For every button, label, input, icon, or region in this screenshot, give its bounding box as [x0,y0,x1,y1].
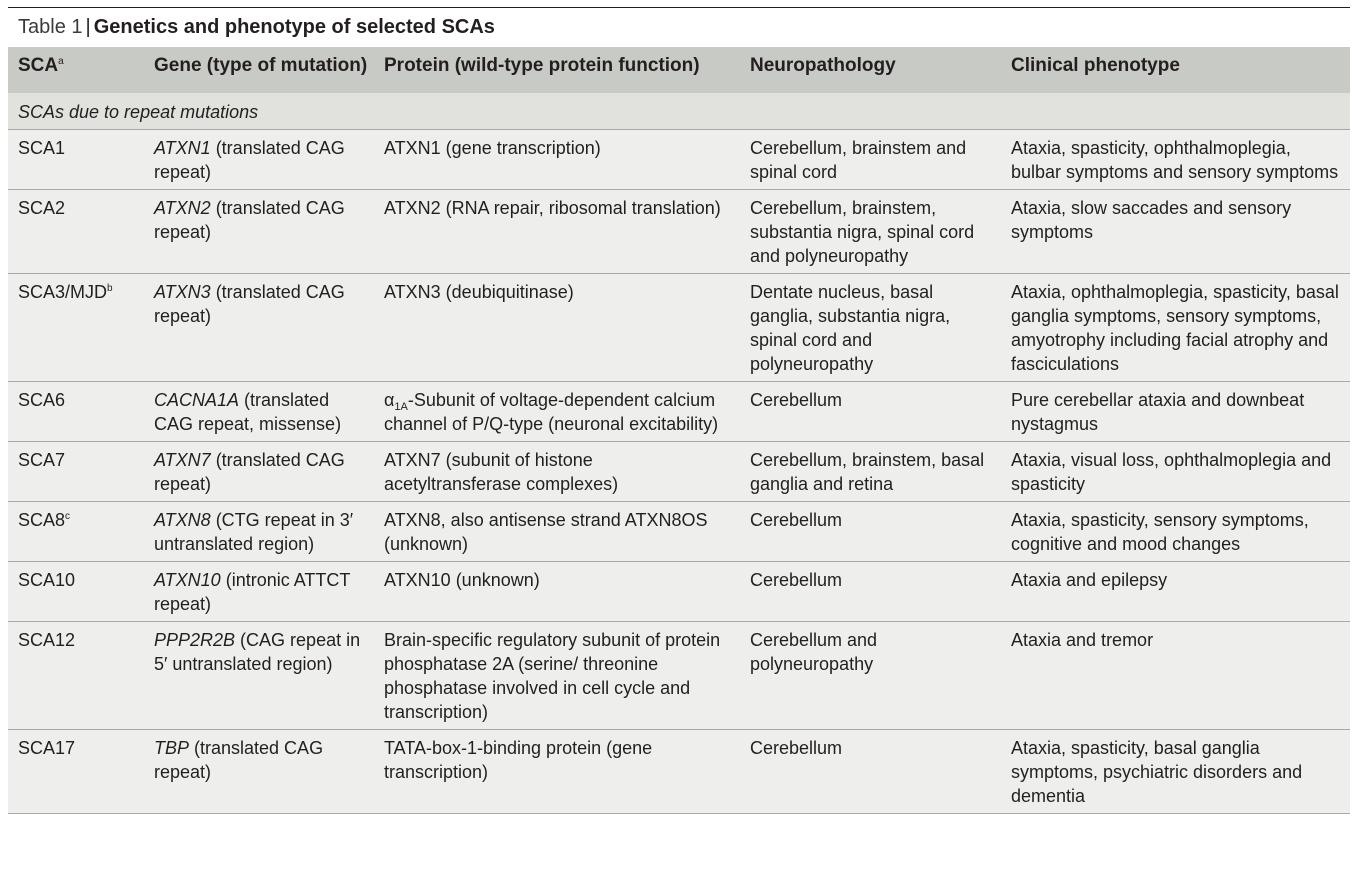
header-sca-label: SCA [18,55,59,76]
gene-symbol: ATXN7 [154,450,211,470]
mutation-type: (translated CAG repeat, missense) [154,390,342,434]
footnote-marker: c [65,511,71,522]
gene-symbol: PPP2R2B [154,630,236,650]
table-number: Table 1 [18,16,83,38]
gene-symbol: ATXN3 [154,282,211,302]
cell-neuropathology: Dentate nucleus, basal ganglia, substantia nigra, spinal cord and polyneuropathy [740,274,1001,382]
protein-function: Brain-specific regulatory subunit of protein phosphatase 2A (serine/ threonine phosphatase involved in cell cycle and transcription) [384,630,721,722]
gene-symbol: TBP [154,738,190,758]
table-row [8,730,1350,814]
protein-function: ATXN10 (unknown) [384,570,540,590]
cell-gene [144,502,374,562]
cell-sca [8,502,144,562]
cell-protein [374,622,740,730]
gene-symbol: ATXN1 [154,138,211,158]
gene-symbol: ATXN8 [154,510,211,530]
cell-gene [144,382,374,442]
cell-gene [144,730,374,814]
cell-clinical-phenotype: Ataxia and tremor [1001,622,1350,730]
cell-neuropathology: Cerebellum [740,562,1001,622]
table-row [8,274,1350,382]
protein-symbol: α [384,390,395,410]
protein-function: ATXN2 (RNA repair, ribosomal translation) [384,198,721,218]
cell-sca [8,130,144,190]
cell-clinical-phenotype: Ataxia, ophthalmoplegia, spasticity, basal ganglia symptoms, sensory symptoms, amyotrophy including facial atrophy and fasciculations [1001,274,1350,382]
sca-name: SCA10 [18,570,76,590]
protein-function: -Subunit of voltage-dependent calcium channel of P/Q-type (neuronal excitability) [384,390,719,434]
cell-neuropathology: Cerebellum, brainstem, substantia nigra, spinal cord and polyneuropathy [740,190,1001,274]
cell-clinical-phenotype: Ataxia, visual loss, ophthalmoplegia and spasticity [1001,442,1350,502]
cell-sca [8,730,144,814]
cell-protein [374,442,740,502]
table-body [8,130,1350,814]
cell-gene [144,274,374,382]
cell-neuropathology: Cerebellum, brainstem and spinal cord [740,130,1001,190]
cell-neuropathology: Cerebellum and polyneuropathy [740,622,1001,730]
protein-function: TATA-box-1-binding protein (gene transcription) [384,738,653,782]
caption-separator: | [85,16,91,38]
cell-clinical-phenotype: Ataxia and epilepsy [1001,562,1350,622]
cell-protein [374,382,740,442]
cell-sca [8,382,144,442]
protein-function: ATXN7 (subunit of histone acetyltransferase complexes) [384,450,619,494]
cell-sca [8,190,144,274]
cell-clinical-phenotype: Ataxia, spasticity, basal ganglia symptoms, psychiatric disorders and dementia [1001,730,1350,814]
cell-clinical-phenotype: Pure cerebellar ataxia and downbeat nystagmus [1001,382,1350,442]
cell-clinical-phenotype: Ataxia, spasticity, sensory symptoms, cognitive and mood changes [1001,502,1350,562]
table-caption [18,13,495,41]
cell-clinical-phenotype: Ataxia, spasticity, ophthalmoplegia, bulbar symptoms and sensory symptoms [1001,130,1350,190]
sca-table [8,47,1350,814]
footnote-a: a [58,56,64,67]
gene-symbol: ATXN10 [154,570,221,590]
section-row [8,93,1350,130]
protein-function: ATXN3 (deubiquitinase) [384,282,574,302]
mutation-type: (translated CAG repeat) [154,198,345,242]
cell-gene [144,130,374,190]
header-protein: Protein (wild-type protein function) [374,47,740,93]
header-gene: Gene (type of mutation) [144,47,374,93]
sca-name: SCA2 [18,198,66,218]
cell-sca [8,442,144,502]
footnote-marker: b [107,283,113,294]
cell-gene [144,442,374,502]
table-row [8,190,1350,274]
mutation-type: (translated CAG repeat) [154,450,345,494]
protein-subscript: 1A [394,401,408,413]
sca-name: SCA1 [18,138,66,158]
table-title: Genetics and phenotype of selected SCAs [93,16,495,38]
table-row [8,442,1350,502]
table-row [8,622,1350,730]
cell-neuropathology: Cerebellum [740,502,1001,562]
protein-function: ATXN8, also antisense strand ATXN8OS (unknown) [384,510,708,554]
cell-protein [374,562,740,622]
cell-neuropathology: Cerebellum [740,730,1001,814]
table-row [8,130,1350,190]
section-label: SCAs due to repeat mutations [8,93,1350,130]
mutation-type: (translated CAG repeat) [154,738,324,782]
mutation-type: (translated CAG repeat) [154,282,345,326]
gene-symbol: CACNA1A [154,390,240,410]
cell-sca [8,622,144,730]
header-sca [8,47,144,93]
sca-name: SCA3/MJD [18,282,108,302]
cell-protein [374,730,740,814]
mutation-type: (CTG repeat in 3′ untranslated region) [154,510,354,554]
table-row [8,562,1350,622]
sca-name: SCA6 [18,390,66,410]
cell-gene [144,190,374,274]
cell-neuropathology: Cerebellum, brainstem, basal ganglia and retina [740,442,1001,502]
cell-protein [374,190,740,274]
cell-protein [374,130,740,190]
cell-neuropathology: Cerebellum [740,382,1001,442]
top-rule [8,7,1350,8]
mutation-type: (translated CAG repeat) [154,138,345,182]
table-row [8,382,1350,442]
cell-gene [144,562,374,622]
cell-protein [374,274,740,382]
mutation-type: (CAG repeat in 5′ untranslated region) [154,630,361,674]
cell-gene [144,622,374,730]
cell-sca [8,562,144,622]
sca-name: SCA17 [18,738,76,758]
cell-sca [8,274,144,382]
mutation-type: (intronic ATTCT repeat) [154,570,351,614]
protein-function: ATXN1 (gene transcription) [384,138,601,158]
table-row [8,502,1350,562]
header-clinical-phenotype: Clinical phenotype [1001,47,1350,93]
cell-protein [374,502,740,562]
gene-symbol: ATXN2 [154,198,211,218]
header-neuropathology: Neuropathology [740,47,1001,93]
sca-name: SCA7 [18,450,66,470]
sca-name: SCA8 [18,510,66,530]
sca-name: SCA12 [18,630,76,650]
header-row [8,47,1350,93]
cell-clinical-phenotype: Ataxia, slow saccades and sensory symptoms [1001,190,1350,274]
